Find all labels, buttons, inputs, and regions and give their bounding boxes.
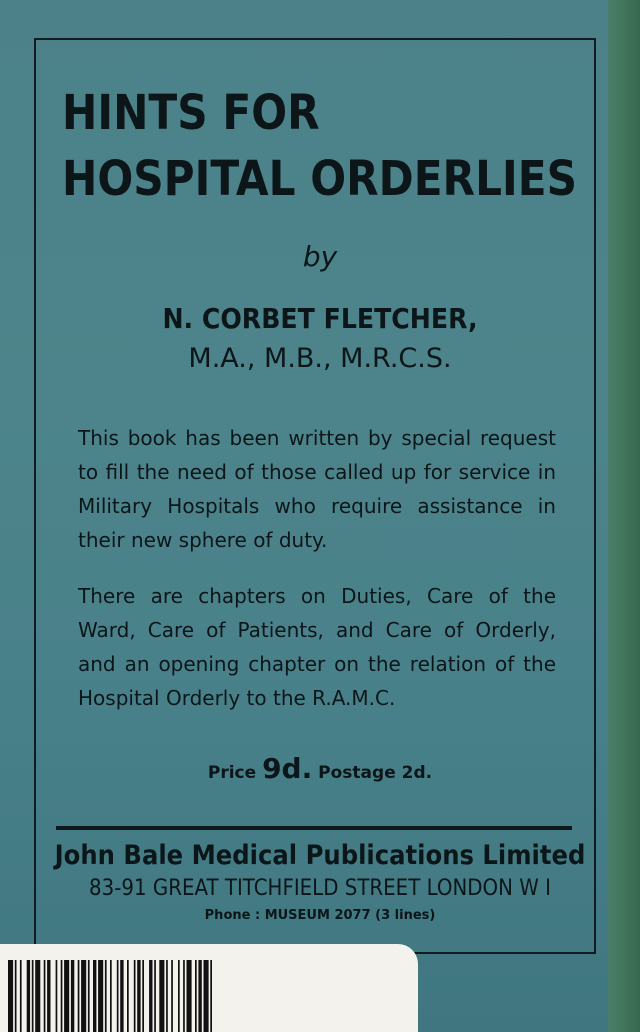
publisher-name: John Bale Medical Publications Limited [54,840,586,871]
barcode-bar [81,960,86,1032]
barcode-bar [78,960,80,1032]
publisher-phone: Phone : MUSEUM 2077 (3 lines) [204,908,436,923]
barcode-bar [187,960,192,1032]
barcode-bar [134,960,136,1032]
barcode-bar [195,960,197,1032]
barcode-bar [178,960,180,1032]
barcode-bar [71,960,74,1032]
barcode-bar [171,960,173,1032]
barcode-bar [204,960,209,1032]
barcode-bar [117,960,119,1032]
description-paragraph-1: This book has been written by special request to fill the need of those called up for service in Military Hospitals who require assistance in their new sphere of duty. [78,426,556,552]
barcode-bar [47,960,50,1032]
barcode-icon [6,960,372,1032]
barcode-bar [210,960,212,1032]
by-label: by [302,240,338,273]
barcode-bar [61,960,63,1032]
barcode-bar [93,960,96,1032]
barcode-bar [137,960,140,1032]
publisher-address: 83-91 GREAT TITCHFIELD STREET LONDON W I [89,876,551,901]
divider-rule [56,826,572,830]
barcode-bar [15,960,17,1032]
barcode-bar [183,960,185,1032]
barcode-bar [142,960,144,1032]
barcode-bar [8,960,13,1032]
barcode-bar [198,960,201,1032]
title-line-1: HINTS FOR [62,85,320,141]
barcode-bar [120,960,123,1032]
price-line [0,752,640,785]
price-value: 9d. [262,752,313,785]
barcode-bar [105,960,107,1032]
author-name: N. CORBET FLETCHER, [162,302,478,335]
barcode-bar [149,960,152,1032]
barcode-bar [98,960,103,1032]
postage: Postage 2d. [318,763,433,783]
barcode-bar [56,960,58,1032]
barcode-bar [44,960,46,1032]
barcode-bar [154,960,156,1032]
barcode-bar [35,960,40,1032]
library-barcode-label [0,944,418,1032]
description-paragraph-2: There are chapters on Duties, Care of the Ward, Care of Patients, and Care of Orderly, and an opening chapter on the relation of the Hospital Orderly to the R.A.M.C. [78,584,556,710]
barcode-bar [64,960,69,1032]
barcode-bar [27,960,30,1032]
barcode-bar [32,960,34,1032]
barcode-bar [20,960,22,1032]
barcode-bar [127,960,129,1032]
title-line-2: HOSPITAL ORDERLIES [62,151,577,207]
barcode-bar [88,960,90,1032]
barcode-bar [110,960,112,1032]
book-title [62,80,577,212]
author-qualifications: M.A., M.B., M.R.C.S. [188,343,452,374]
spine-edge [608,0,640,1032]
price-label: Price [207,763,257,783]
barcode-bar [159,960,164,1032]
barcode-bar [166,960,168,1032]
